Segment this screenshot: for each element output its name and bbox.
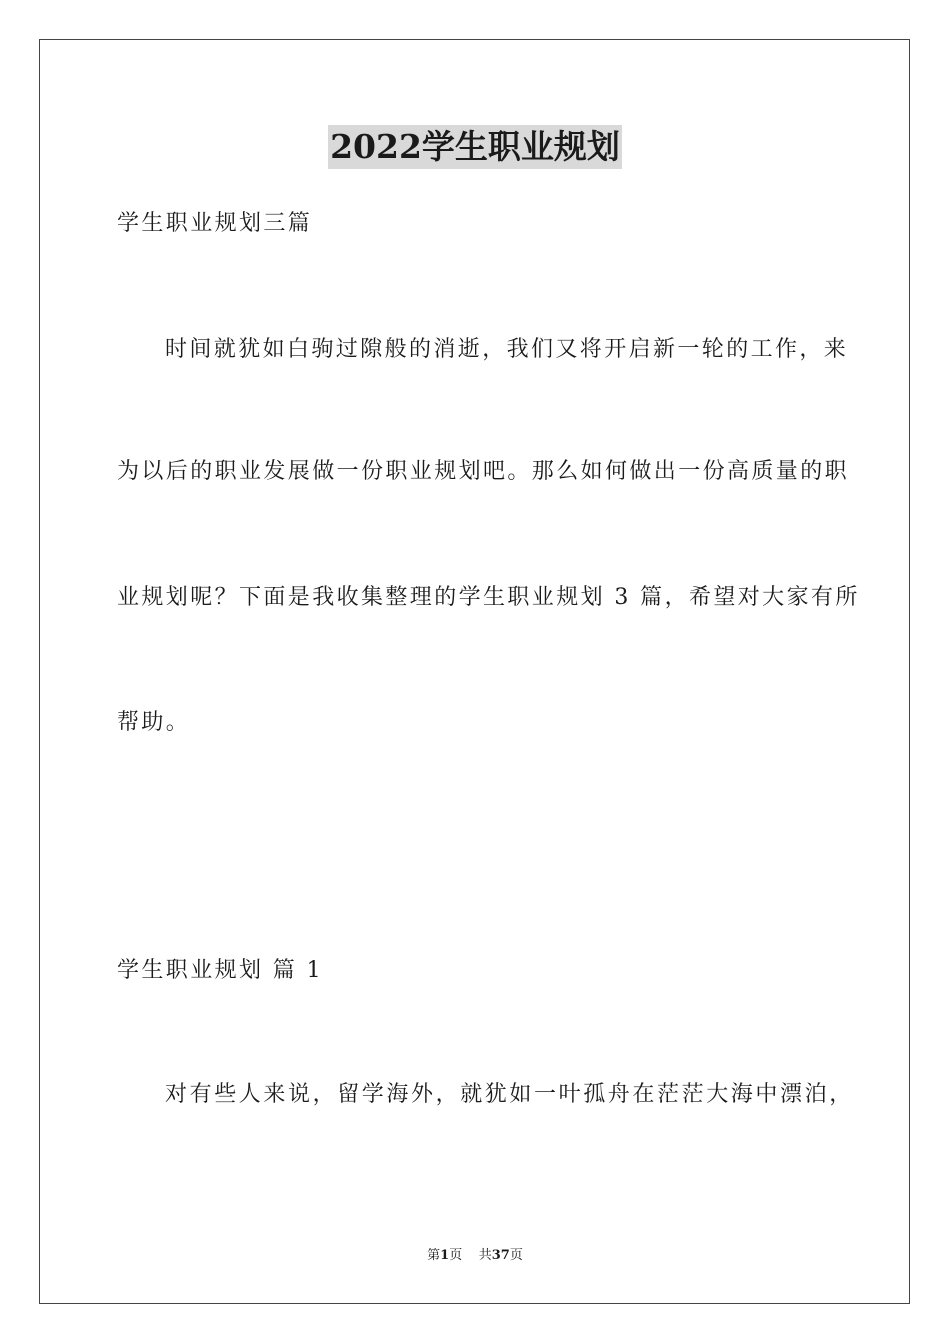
footer-page-prefix: 第 [427,1248,441,1263]
paragraph-line: 时间就犹如白驹过隙般的消逝，我们又将开启新一轮的工作，来 [165,337,849,362]
footer-total-prefix: 共 [478,1248,492,1263]
title-wrap [0,125,950,169]
document-subtitle: 学生职业规划三篇 [117,211,313,236]
footer-page-number: 1 [440,1248,450,1263]
paragraph-line: 业规划呢？下面是我收集整理的学生职业规划 3 篇，希望对大家有所 [117,585,860,610]
paragraph-line: 帮助。 [117,710,191,735]
section-heading: 学生职业规划 篇 1 [117,958,323,983]
paragraph-line: 对有些人来说，留学海外，就犹如一叶孤舟在茫茫大海中漂泊， [165,1082,854,1107]
footer-page-suffix: 页 [449,1248,463,1263]
footer-total-suffix: 页 [509,1248,523,1263]
document-title: 2022学生职业规划 [328,125,622,169]
page-footer [0,1247,950,1265]
paragraph-line: 为以后的职业发展做一份职业规划吧。那么如何做出一份高质量的职 [117,459,850,484]
footer-total-pages: 37 [491,1248,510,1263]
